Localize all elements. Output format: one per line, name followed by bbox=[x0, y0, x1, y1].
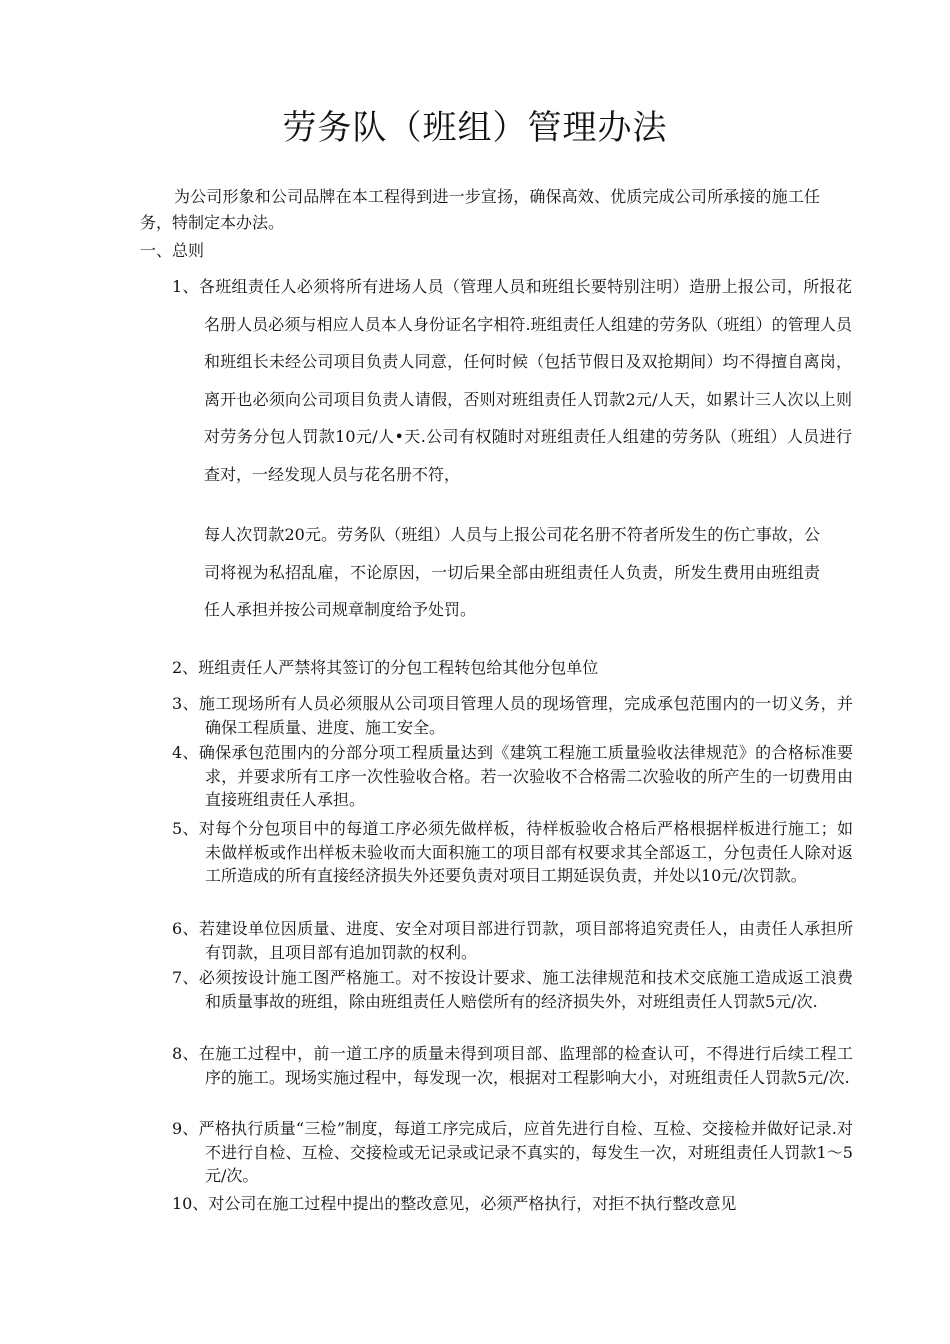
list-item bbox=[172, 1042, 853, 1089]
list-item bbox=[172, 817, 853, 888]
item-number: 4、 bbox=[172, 743, 199, 762]
list-item bbox=[172, 966, 853, 1013]
item-text: 施工现场所有人员必须服从公司项目管理人员的现场管理，完成承包范围内的一切义务，并确保工程质量、进度、施工安全。 bbox=[198, 694, 853, 737]
list-item bbox=[172, 741, 853, 812]
list-item bbox=[172, 917, 853, 964]
item-number: 3、 bbox=[172, 694, 199, 713]
item-text: 对每个分包项目中的每道工序必须先做样板，待样板验收合格后严格根据样板进行施工；如未做样板或作出样板未验收而大面积施工的项目部有权要求其全部返工，分包责任人除对返工所造成的所有直接经济损失外还要负责对项目工期延误负责，并处以10元/次罚款。 bbox=[198, 819, 853, 885]
item-number: 1、 bbox=[172, 277, 199, 296]
list-item bbox=[172, 692, 853, 739]
item-number: 2、 bbox=[172, 658, 199, 677]
item-text: 各班组责任人必须将所有进场人员（管理人员和班组长要特别注明）造册上报公司，所报花名册人员必须与相应人员本人身份证名字相符.班组责任人组建的劳务队（班组）的管理人员和班组长未经公司项目负责人同意，任何时候（包括节假日及双抢期间）均不得擅自离岗，离开也必须向公司项目负责人请假，否则对班组责任人罚款2元/人天，如累计三人次以上则对劳务分包人罚款10元/人•天.公司有权随时对班组责任人组建的劳务队（班组）人员进行查对，一经发现人员与花名册不符， bbox=[198, 277, 852, 484]
section-heading: 一、总则 bbox=[140, 241, 205, 260]
item-number: 8、 bbox=[172, 1044, 199, 1063]
item-number: 9、 bbox=[172, 1119, 199, 1138]
item-number: 6、 bbox=[172, 919, 199, 938]
item-text: 对公司在施工过程中提出的整改意见，必须严格执行，对拒不执行整改意见 bbox=[208, 1194, 737, 1213]
item-number: 10、 bbox=[172, 1194, 209, 1213]
list-item bbox=[172, 268, 852, 493]
list-item-continuation: 每人次罚款20元。劳务队（班组）人员与上报公司花名册不符者所发生的伤亡事故，公司将视为私招乱雇，不论原因，一切后果全部由班组责任人负责，所发生费用由班组责任人承担并按公司规章制度给予处罚。 bbox=[204, 525, 820, 619]
item-text: 在施工过程中，前一道工序的质量未得到项目部、监理部的检查认可，不得进行后续工程工序的施工。现场实施过程中，每发现一次，根据对工程影响大小，对班组责任人罚款5元/次. bbox=[198, 1044, 853, 1087]
item-text: 若建设单位因质量、进度、安全对项目部进行罚款，项目部将追究责任人，由责任人承担所有罚款，且项目部有追加罚款的权利。 bbox=[198, 919, 853, 962]
document-title: 劳务队（班组）管理办法 bbox=[282, 108, 668, 148]
intro-paragraph: 为公司形象和公司品牌在本工程得到进一步宣扬，确保高效、优质完成公司所承接的施工任务，特制定本办法。 bbox=[140, 187, 820, 232]
item-number: 5、 bbox=[172, 819, 199, 838]
list-item bbox=[172, 656, 853, 680]
item-text: 确保承包范围内的分部分项工程质量达到《建筑工程施工质量验收法律规范》的合格标准要求，并要求所有工序一次性验收合格。若一次验收不合格需二次验收的所产生的一切费用由直接班组责任人承担。 bbox=[198, 743, 853, 809]
list-item bbox=[172, 1117, 853, 1188]
item-text: 严格执行质量“三检”制度，每道工序完成后，应首先进行自检、互检、交接检并做好记录.对不进行自检、互检、交接检或无记录或记录不真实的，每发生一次，对班组责任人罚款1〜5元/次。 bbox=[198, 1119, 853, 1185]
item-text: 必须按设计施工图严格施工。对不按设计要求、施工法律规范和技术交底施工造成返工浪费和质量事故的班组，除由班组责任人赔偿所有的经济损失外，对班组责任人罚款5元/次. bbox=[198, 968, 853, 1011]
item-text: 班组责任人严禁将其签订的分包工程转包给其他分包单位 bbox=[198, 658, 599, 677]
item-number: 7、 bbox=[172, 968, 199, 987]
list-item bbox=[172, 1192, 853, 1218]
